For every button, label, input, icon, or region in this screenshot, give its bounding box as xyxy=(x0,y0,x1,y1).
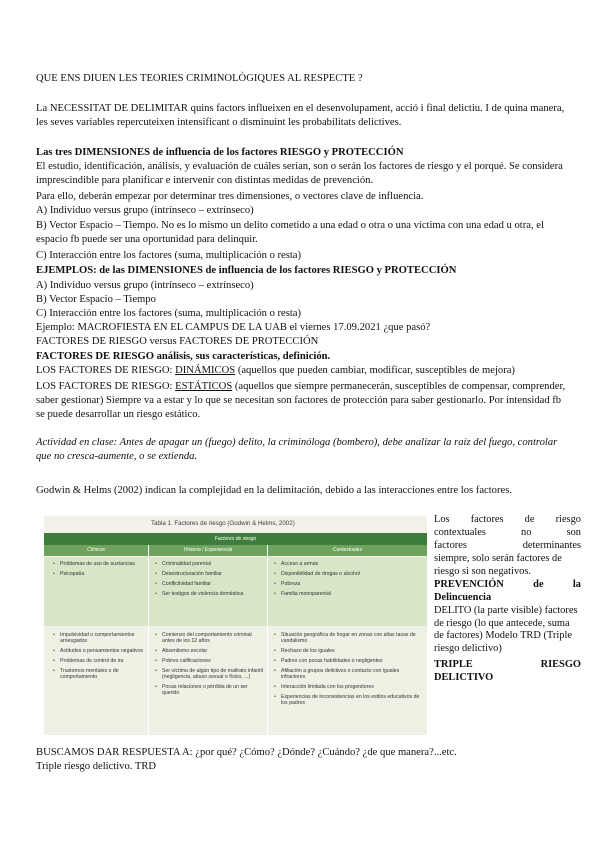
examples-heading: EJEMPLOS: de las DIMENSIONES de influencia de los factores RIESGO y PROTECCIÓN xyxy=(36,265,457,276)
side-prevention-line1: PREVENCIÓN de la xyxy=(434,579,581,590)
table-cell: • Actitudes o pensamientos negativos xyxy=(52,648,144,654)
dimension-b: B) Vector Espacio – Tiempo. No es lo mismo un delito cometido a una edad o otra o una víctima con una edad u otra, el espacio fb puede ser una oportunidad para delinquir. xyxy=(36,220,544,245)
risk-dynamic-prefix: LOS FACTORES DE RIESGO: xyxy=(36,365,176,376)
side-contextual-line4: siempre, solo serán factores de riesgo si son negativos. xyxy=(434,553,562,577)
dimensions-intro: Para ello, deberán empezar por determinar tres dimensiones, o vectores clave de influencia. xyxy=(36,191,424,202)
godwin-helms-note: Godwin & Helms (2002) indican la complejidad en la delimitación, debido a las interacciones entre los factores. xyxy=(36,485,512,496)
risk-dynamic-rest: (aquellos que pueden cambiar, modificar, susceptibles de mejora) xyxy=(235,365,515,376)
dimension-c: C) Interacción entre los factores (suma, multiplicación o resta) xyxy=(36,250,302,261)
table-header-clinicos: Clínicos xyxy=(44,545,148,556)
table-band xyxy=(44,533,427,545)
side-contextual-line3: factores determinantes xyxy=(434,540,581,551)
side-triple-line2: DELICTIVO xyxy=(434,672,494,683)
row2-contextuales xyxy=(273,632,423,710)
table-cell: • Experiencias de inconsistencias en los estilos educativos de los padres xyxy=(273,694,423,707)
risk-static-prefix: LOS FACTORES DE RIESGO: xyxy=(36,381,176,392)
table-band-label: Factores de riesgo xyxy=(214,536,257,542)
table-header-historia: Historia / Experiencial xyxy=(149,545,267,556)
side-contextual-line1: Los factores de riesgo xyxy=(434,514,581,525)
risk-factors-table-image xyxy=(44,516,427,735)
side-triple-line1: TRIPLE RIESGO xyxy=(434,659,581,670)
table-cell: • Afiliación a grupos delictivos o contacto con iguales infractores xyxy=(273,668,423,681)
example-macrofiesta: Ejemplo: MACROFIESTA EN EL CAMPUS DE LA UAB el viernes 17.09.2021 ¿que pasó? xyxy=(36,322,431,333)
risk-dynamic xyxy=(36,364,566,378)
table-cell: • Disponibilidad de drogas o alcohol xyxy=(273,571,423,577)
table-caption: Tabla 1. Factores de riesgo (Godwin & Helms, 2002) xyxy=(151,520,295,527)
table-cell: • Trastornos mentales o de comportamiento xyxy=(52,668,144,681)
table-cell: • Rechazo de los iguales xyxy=(273,648,423,654)
example-c: C) Interacción entre los factores (suma, multiplicación o resta) xyxy=(36,308,302,319)
table-cell: • Comienzo del comportamiento criminal antes de los 12 años xyxy=(154,632,264,645)
dimensions-paragraph: El estudio, identificación, análisis, y evaluación de cuáles serían, son o serán los factores de riesgo y el porqué. Se considera imprescindible para planificar e intervenir con distintas medidas de prevención. xyxy=(36,161,563,186)
table-cell: • Problemas de uso de sustancias xyxy=(52,561,144,567)
table-cell: • Psicopatía xyxy=(52,571,144,577)
side-contextual-line2: contextuales no son xyxy=(434,527,581,538)
table-cell: • Familia monoparental xyxy=(273,591,423,597)
example-b: B) Vector Espacio – Tiempo xyxy=(36,294,156,305)
risk-dynamic-word: DINÁMICOS xyxy=(175,365,236,376)
table-cell: • Desestructuración familiar xyxy=(154,571,264,577)
row2-clinicos xyxy=(52,632,144,684)
table-cell: • Interacción limitada con los progenitores xyxy=(273,684,423,690)
table-cell: • Pobres calificaciones xyxy=(154,658,264,664)
risk-heading: FACTORES DE RIESGO análisis, sus características, definición. xyxy=(36,351,331,362)
table-cell: • Acceso a armas xyxy=(273,561,423,567)
table-cell: • Absentismo escolar xyxy=(154,648,264,654)
dimensions-heading: Las tres DIMENSIONES de influencia de los factores RIESGO y PROTECCIÓN xyxy=(36,147,404,158)
table-header-contextuales: Contextuales xyxy=(268,545,427,556)
risk-static-word: ESTÁTICOS xyxy=(175,381,233,392)
table-cell: • Impulsividad o comportamientos arriesgados xyxy=(52,632,144,645)
risk-static-rest: (aquellos que siempre permanecerán, susceptibles de compensar, comprender, saber gestionar) Siempre va a estar y lo que se necesitan son factores de protección para saber gestionarlo. Por intensidad fb se puede desarrollar un riesgo estático. xyxy=(36,381,566,420)
table-divider xyxy=(148,545,149,735)
table-cell: • Criminalidad parental xyxy=(154,561,264,567)
table-cell: • Problemas de control de ira xyxy=(52,658,144,664)
risk-static xyxy=(36,380,566,422)
closing-trd: Triple riesgo delictivo. TRD xyxy=(36,761,157,772)
example-a: A) Individuo versus grupo (intrínseco – extrínseco) xyxy=(36,280,254,291)
row1-contextuales xyxy=(273,561,423,601)
table-cell: • Conflictividad familiar xyxy=(154,581,264,587)
row1-clinicos xyxy=(52,561,144,581)
table-cell: • Pobreza xyxy=(273,581,423,587)
dimension-a: A) Individuo versus grupo (intrínseco – extrínseco) xyxy=(36,205,254,216)
table-cell: • Padres con pocas habilidades o negligentes xyxy=(273,658,423,664)
table-cell: • Pocas relaciones o pérdida de un ser querido xyxy=(154,684,264,697)
row1-historia xyxy=(154,561,264,601)
risk-vs-protection: FACTORES DE RIESGO versus FACTORES DE PROTECCIÓN xyxy=(36,336,319,347)
intro-paragraph: La NECESSITAT DE DELIMITAR quins factors influeixen en el desenvolupament, acció i final delictiu. I de quina manera, les seves variables repercuteixen intensificant o disminuint les probabilitats delictives. xyxy=(36,103,565,128)
side-prevention-line2: Delincuencia xyxy=(434,592,492,603)
table-cell: • Situación geográfica de hogar en zonas con altas tasas de vandalismo xyxy=(273,632,423,645)
table-cell: • Ser testigos de violencia doméstica xyxy=(154,591,264,597)
table-divider xyxy=(267,545,268,735)
table-cell: • Ser víctima de algún tipo de maltrato infantil (negligencia, abuso sexual o físico, ...) xyxy=(154,668,264,681)
side-delito-note: DELITO (la parte visible) factores de riesgo (lo que antecede, suma de factores) Modelo TRD (Triple riesgo delictivo) xyxy=(434,605,578,654)
page-title: QUE ENS DIUEN LES TEORIES CRIMINOLÒGIQUES AL RESPECTE ? xyxy=(36,73,363,84)
class-activity: Actividad en clase: Antes de apagar un (fuego) delito, la criminóloga (bombero), debe analizar la raíz del fuego, controlar que no cresca-aumente, o se extienda. xyxy=(36,437,558,462)
closing-question: BUSCAMOS DAR RESPUESTA A: ¿por qué? ¿Cómo? ¿Dónde? ¿Cuándo? ¿de que manera?...etc. xyxy=(36,747,457,758)
row2-historia xyxy=(154,632,264,700)
